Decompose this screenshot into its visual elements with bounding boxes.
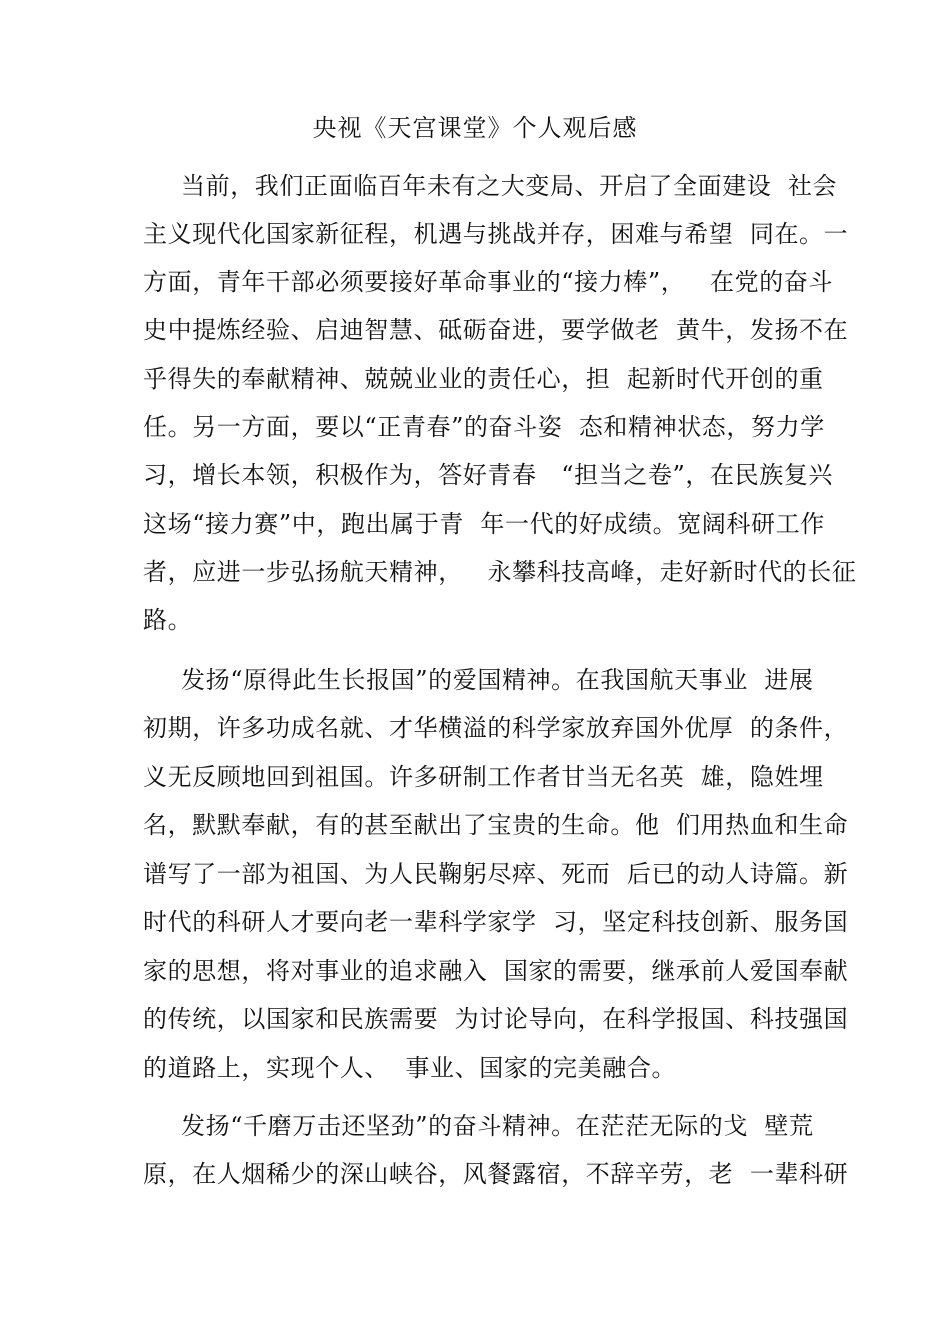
paragraph-line: 这场“接力赛”中，跑出属于青 年一代的好成绩。宽阔科研工作 — [143, 510, 825, 538]
paragraph-line: 发扬“原得此生长报国”的爱国精神。在我国航天事业 进展 — [181, 666, 814, 694]
document-title: 央视《天宫课堂》个人观后感 — [312, 114, 638, 142]
paragraph-line: 乎得失的奉献精神、兢兢业业的责任心，担 起新时代开创的重 — [143, 365, 824, 393]
paragraph-line: 谱写了一部为祖国、为人民鞠躬尽瘁、死而 后已的动人诗篇。新 — [143, 860, 849, 888]
paragraph-line: 初期，许多功成名就、才华横溢的科学家放弃国外优厚 的条件， — [143, 714, 849, 742]
paragraph-line: 的传统，以国家和民族需要 为讨论导向，在科学报国、科技强国 — [143, 1005, 849, 1033]
paragraph-line: 家的思想，将对事业的追求融入 国家的需要，继承前人爱国奉献 — [143, 957, 849, 985]
paragraph-line: 史中提炼经验、启迪智慧、砥砺奋进，要学做老 黄牛，发扬不在 — [143, 316, 849, 344]
paragraph-line: 者，应进一步弘扬航天精神， 永攀科技高峰，走好新时代的长征 — [143, 558, 857, 586]
paragraph-line: 时代的科研人才要向老一辈科学家学 习，坚定科技创新、服务国 — [143, 908, 849, 936]
paragraph-line: 的道路上，实现个人、 事业、国家的完美融合。 — [143, 1054, 677, 1082]
paragraph-line: 方面，青年干部必须要接好革命事业的“接力棒”， 在党的奋斗 — [143, 268, 834, 296]
paragraph-line: 义无反顾地回到祖国。许多研制工作者甘当无名英 雄，隐姓埋 — [143, 763, 824, 791]
paragraph-line: 当前，我们正面临百年未有之大变局、开启了全面建设 社会 — [181, 172, 838, 200]
paragraph-line: 名，默默奉献，有的甚至献出了宝贵的生命。他 们用热血和生命 — [143, 811, 849, 839]
paragraph-line: 习，增长本领，积极作为，答好青春 “担当之卷”，在民族复兴 — [143, 461, 834, 489]
paragraph-line: 主义现代化国家新征程，机遇与挑战并存，困难与希望 同在。一 — [143, 220, 849, 248]
paragraph-line: 路。 — [143, 606, 193, 634]
paragraph-line: 原，在人烟稀少的深山峡谷，风餐露宿，不辞辛劳，老 一辈科研 — [143, 1160, 849, 1188]
paragraph-line: 发扬“千磨万击还坚劲”的奋斗精神。在茫茫无际的戈 壁荒 — [181, 1112, 814, 1140]
paragraph-line: 任。另一方面，要以“正青春”的奋斗姿 态和精神状态，努力学 — [143, 413, 825, 441]
